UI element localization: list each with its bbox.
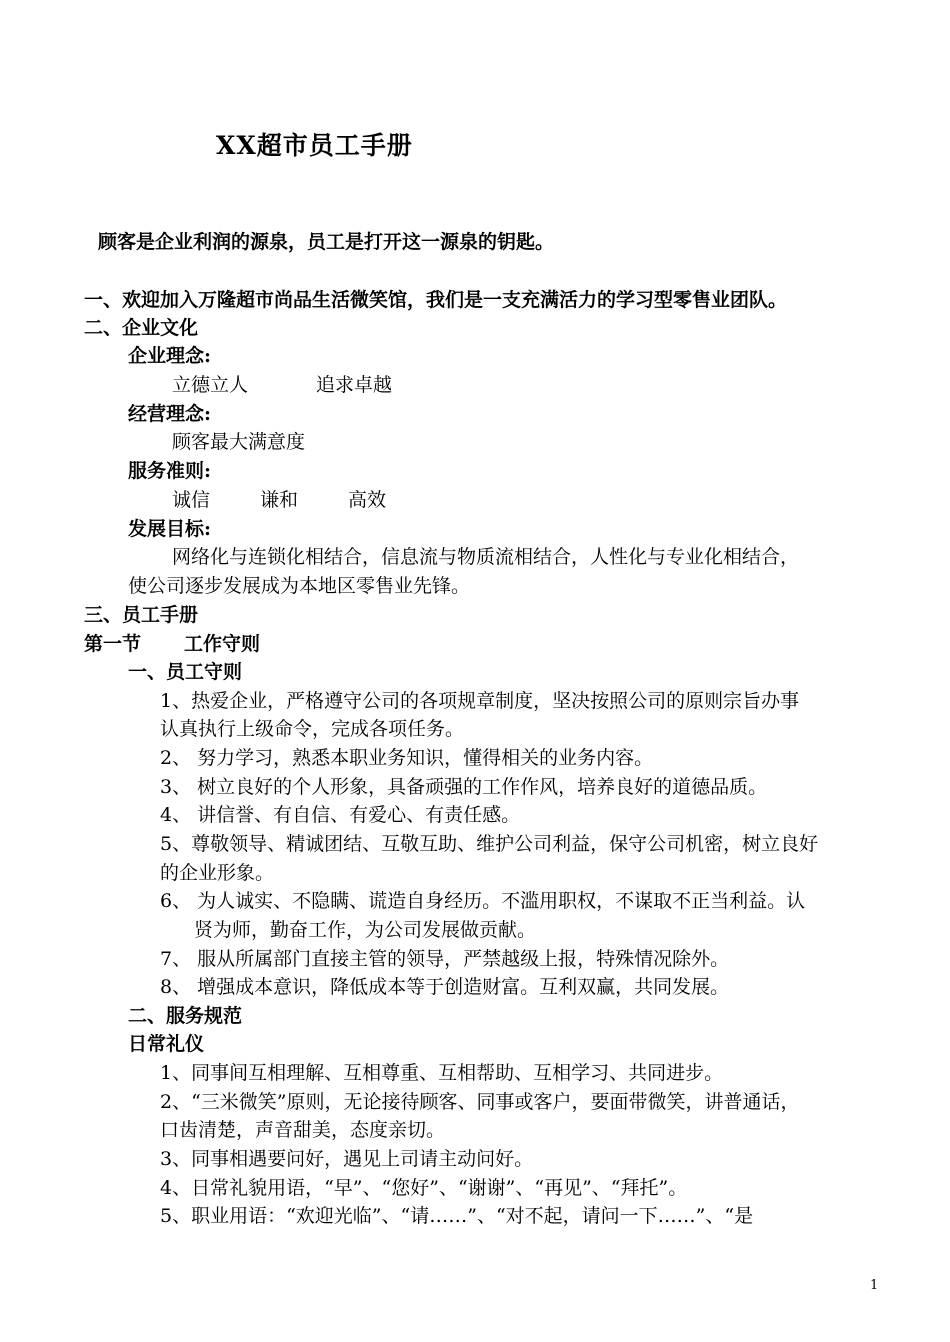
rule-6-line-1: 6、 为人诚实、不隐瞒、谎造自身经历。不滥用职权，不谋取不正当利益。认 xyxy=(160,890,806,912)
goal-line-2: 使公司逐步发展成为本地区零售业先锋。 xyxy=(128,575,471,597)
rule-3: 3、 树立良好的个人形象，具备顽强的工作作风，培养良好的道德品质。 xyxy=(160,776,768,798)
service-value-b: 谦和 xyxy=(260,489,299,511)
etiquette-5: 5、职业用语：“欢迎光临”、“请……”、“对不起，请问一下……”、“是 xyxy=(160,1205,754,1227)
section-2-heading: 二、企业文化 xyxy=(84,317,199,339)
etiquette-3: 3、同事相遇要问好，遇见上司请主动问好。 xyxy=(160,1148,534,1170)
rule-2: 2、 努力学习，熟悉本职业务知识，懂得相关的业务内容。 xyxy=(160,747,654,769)
service-value-a: 诚信 xyxy=(172,489,211,511)
motto: 顾客是企业利润的源泉，员工是打开这一源泉的钥匙。 xyxy=(98,231,555,253)
concept-label: 企业理念: xyxy=(128,345,212,367)
rules-heading: 一、员工守则 xyxy=(128,661,243,683)
chapter-title: 工作守则 xyxy=(184,633,261,655)
etiquette-4: 4、日常礼貌用语，“早”、“您好”、“谢谢”、“再见”、“拜托”。 xyxy=(160,1177,688,1199)
rule-5-line-1: 5、尊敬领导、精诚团结、互敬互助、维护公司利益，保守公司机密，树立良好 xyxy=(160,833,819,855)
business-label: 经营理念: xyxy=(128,403,212,425)
goal-label: 发展目标: xyxy=(128,518,212,540)
etiquette-heading: 日常礼仪 xyxy=(128,1033,205,1055)
etiquette-2-line-1: 2、“三米微笑”原则，无论接待顾客、同事或客户，要面带微笑，讲普通话， xyxy=(160,1091,800,1113)
concept-value-b: 追求卓越 xyxy=(316,374,393,396)
section-3-heading: 三、员工手册 xyxy=(84,604,199,626)
rule-7: 7、 服从所属部门直接主管的领导，严禁越级上报，特殊情况除外。 xyxy=(160,948,730,970)
service-label: 服务准则: xyxy=(128,460,212,482)
rule-5-line-2: 的企业形象。 xyxy=(160,862,275,884)
concept-value-a: 立德立人 xyxy=(172,374,249,396)
section-1-welcome: 一、欢迎加入万隆超市尚品生活微笑馆，我们是一支充满活力的学习型零售业团队。 xyxy=(84,289,788,311)
rule-6-line-2: 贤为师，勤奋工作，为公司发展做贡献。 xyxy=(194,919,537,941)
service-heading: 二、服务规范 xyxy=(128,1005,243,1027)
business-value: 顾客最大满意度 xyxy=(172,431,306,453)
rule-8: 8、 增强成本意识，降低成本等于创造财富。互利双赢，共同发展。 xyxy=(160,976,730,998)
document-title: XX超市员工手册 xyxy=(216,131,413,160)
goal-line-1: 网络化与连锁化相结合，信息流与物质流相结合，人性化与专业化相结合， xyxy=(172,546,800,568)
rule-4: 4、 讲信誉、有自信、有爱心、有责任感。 xyxy=(160,804,521,826)
etiquette-2-line-2: 口齿清楚，声音甜美，态度亲切。 xyxy=(160,1119,446,1141)
service-value-c: 高效 xyxy=(348,489,387,511)
rule-1-line-2: 认真执行上级命令，完成各项任务。 xyxy=(160,718,465,740)
etiquette-1: 1、同事间互相理解、互相尊重、互相帮助、互相学习、共同进步。 xyxy=(160,1062,724,1084)
page-number: 1 xyxy=(870,1278,879,1293)
rule-1-line-1: 1、热爱企业，严格遵守公司的各项规章制度，坚决按照公司的原则宗旨办事 xyxy=(160,690,800,712)
chapter-label: 第一节 xyxy=(84,633,142,655)
